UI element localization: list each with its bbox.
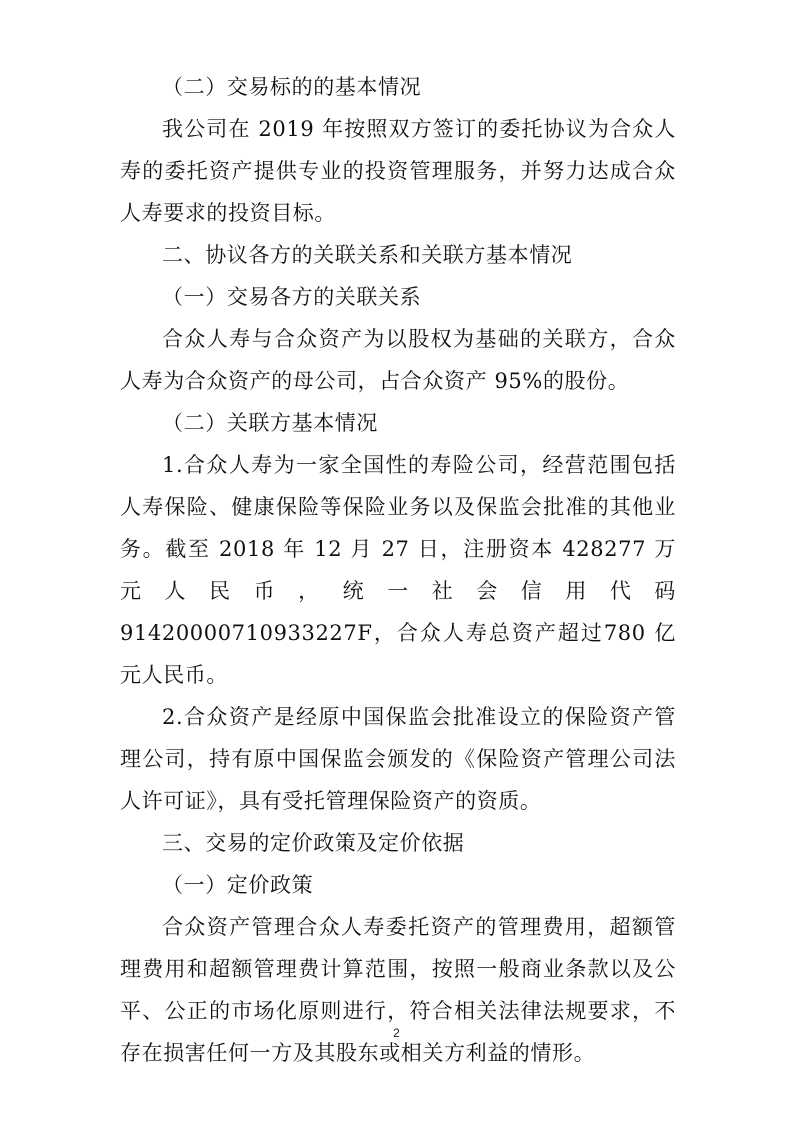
paragraph-hezhong-asset-info: 2.合众资产是经原中国保监会批准设立的保险资产管理公司，持有原中国保监会颁发的《保险资产管理公司法人许可证》，具有受托管理保险资产的资质。: [120, 705, 676, 813]
section-heading-pricing: 三、交易的定价政策及定价依据: [162, 831, 465, 855]
paragraph-investment-service: 我公司在 2019 年按照双方签订的委托协议为合众人寿的委托资产提供专业的投资管理服务，并努力达成合众人寿要求的投资目标。: [120, 117, 676, 225]
section-heading-party-relationship: （一）交易各方的关联关系: [162, 285, 422, 309]
section-heading-related-party-info: （二）关联方基本情况: [162, 411, 378, 435]
paragraph-pricing-policy: 合众资产管理合众人寿委托资产的管理费用，超额管理费用和超额管理费计算范围，按照一般商业条款以及公平、公正的市场化原则进行，符合相关法律法规要求，不存在损害任何一方及其股东或相关方利益的情形。: [120, 915, 676, 1065]
section-heading-related-parties: 二、协议各方的关联关系和关联方基本情况: [162, 243, 573, 267]
paragraph-hezhong-life-info: 1.合众人寿为一家全国性的寿险公司，经营范围包括人寿保险、健康保险等保险业务以及保监会批准的其他业务。截至 2018 年 12 月 27 日，注册资本 428277 万元人民币，统一社会信用代码 91420000710933227F，合众人寿总资产超过780 亿元人民币。: [120, 453, 676, 687]
page-number: 2: [393, 1026, 400, 1040]
section-heading-pricing-policy: （一）定价政策: [162, 873, 314, 897]
paragraph-equity-relationship: 合众人寿与合众资产为以股权为基础的关联方，合众人寿为合众资产的母公司，占合众资产 95%的股份。: [120, 327, 676, 393]
document-body: [120, 66, 676, 1074]
section-heading-transaction-subject: （二）交易标的的基本情况: [162, 75, 422, 99]
